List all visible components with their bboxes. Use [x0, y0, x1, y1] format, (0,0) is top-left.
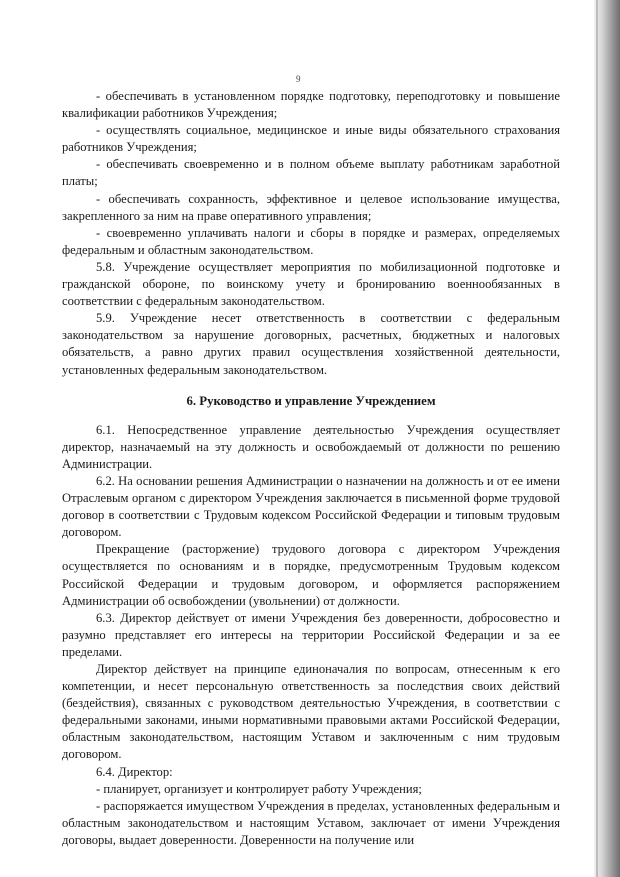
- paragraph: Прекращение (расторжение) трудового договора с директором Учреждения осуществляется по основаниям и в порядке, предусмотренным Трудовым кодексом Российской Федерации и трудовым договором, и оформляется распоряжением Администрации об освобождении (увольнении) от должности.: [62, 542, 560, 608]
- page-number: 9: [296, 74, 301, 84]
- paragraph: - обеспечивать сохранность, эффективное и целевое использование имущества, закрепленного за ним на праве оперативного управления;: [62, 191, 560, 223]
- paragraph: 6.4. Директор:: [96, 764, 173, 779]
- paragraph: - своевременно уплачивать налоги и сборы в порядке и размерах, определяемых федеральным и областным законодательством.: [62, 225, 560, 257]
- paragraph: 6.1. Непосредственное управление деятельностью Учреждения осуществляет директор, назначаемый на эту должность и освобождаемый от должности по решению Администрации.: [62, 422, 560, 471]
- paragraph: Директор действует на принципе единоначалия по вопросам, отнесенным к его компетенции, и несет персональную ответственность за последствия своих действий (бездействия), связанных с руководством деятельностью Учреждения, в соответствии с федеральными законами, иными нормативными правовыми актами Российской Федерации, областным законодательством, настоящим Уставом и заключенным с ним трудовым договором.: [62, 662, 560, 762]
- paragraph: - обеспечивать в установленном порядке подготовку, переподготовку и повышение квалификации работников Учреждения;: [62, 89, 560, 121]
- paragraph: - планирует, организует и контролирует работу Учреждения;: [96, 781, 422, 796]
- document-body: [62, 88, 560, 849]
- paragraph: 6.2. На основании решения Администрации о назначении на должность и от ее имени Отраслевым органом с директором Учреждения заключается в письменной форме трудовой договор в соответствии с Трудовым кодексом Российской Федерации и типовым трудовым договором.: [62, 473, 560, 540]
- paragraph: 5.8. Учреждение осуществляет мероприятия по мобилизационной подготовке и гражданской обороне, по воинскому учету и бронированию военнообязанных в соответствии с федеральным законодательством.: [62, 259, 560, 309]
- paragraph: - распоряжается имуществом Учреждения в пределах, установленных федеральным и областным законодательством и настоящим Уставом, заключает от имени Учреждения договоры, выдает доверенности. Доверенности на получение или: [62, 798, 560, 847]
- paragraph: - осуществлять социальное, медицинское и иные виды обязательного страхования работников Учреждения;: [62, 123, 560, 155]
- section-heading: 6. Руководство и управление Учреждением: [186, 393, 436, 408]
- paragraph: - обеспечивать своевременно и в полном объеме выплату работникам заработной платы;: [62, 157, 560, 189]
- paragraph: 5.9. Учреждение несет ответственность в соответствии с федеральным законодательством за нарушение договорных, расчетных, бюджетных и налоговых обязательств, а равно других правил осуществления хозяйственной деятельности, установленных федеральным законодательством.: [62, 311, 560, 377]
- scan-edge-line: [596, 0, 598, 877]
- paragraph: 6.3. Директор действует от имени Учреждения без доверенности, добросовестно и разумно представляет его интересы на территории Российской Федерации и за ее пределами.: [62, 610, 560, 659]
